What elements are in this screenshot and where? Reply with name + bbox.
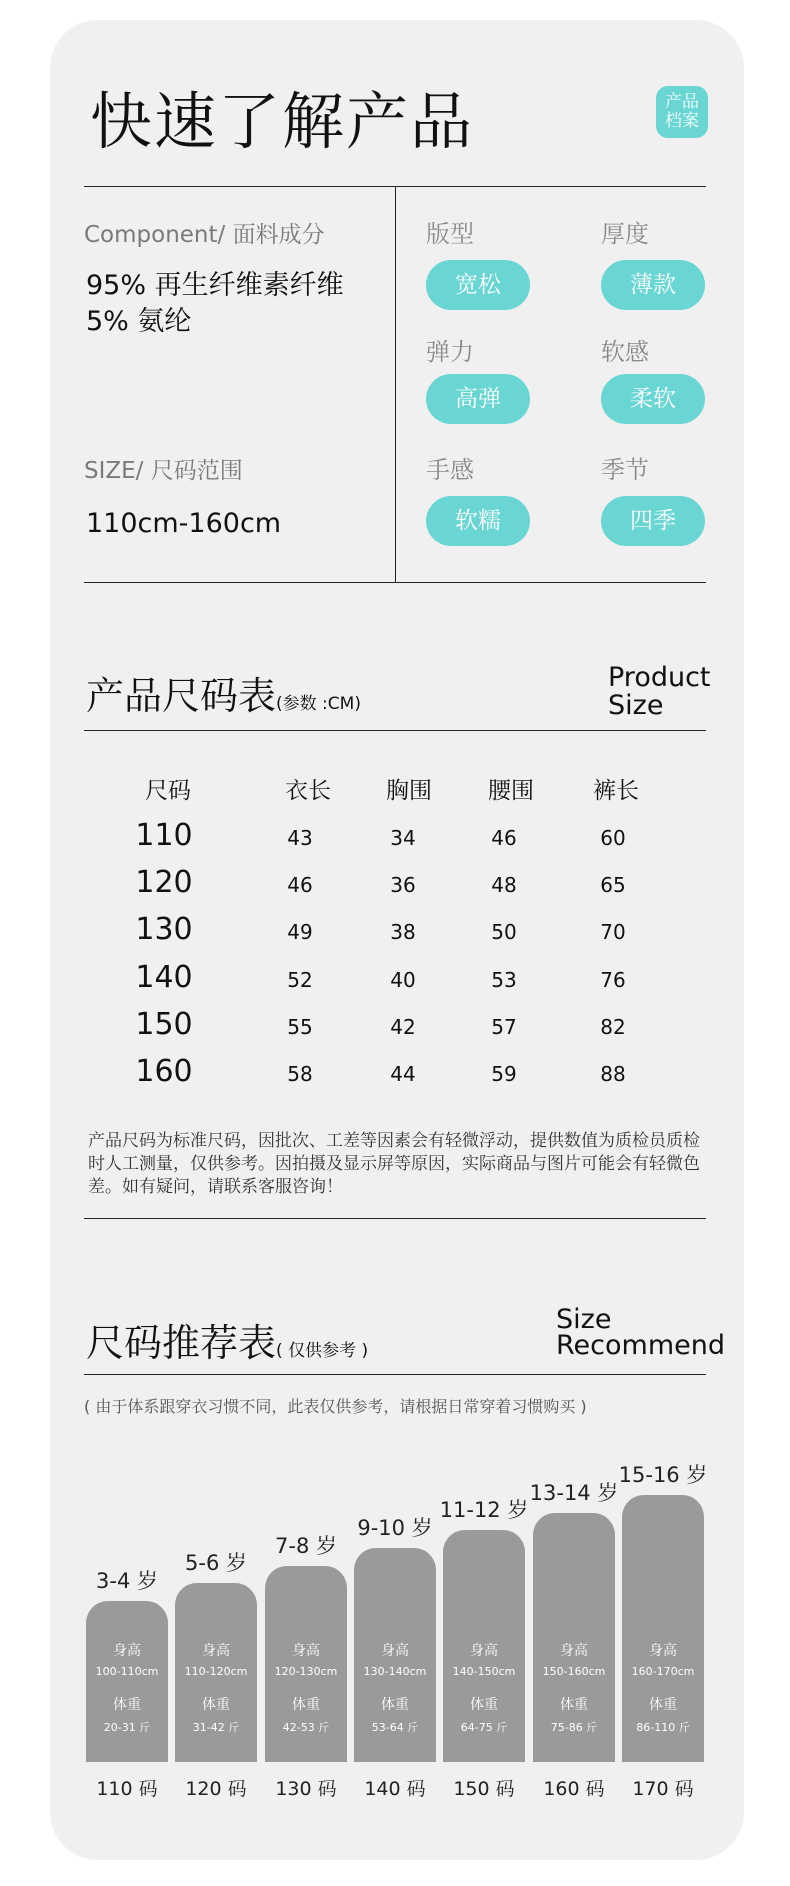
age-label: 9-10 岁 [357, 1516, 433, 1540]
divider [84, 730, 706, 731]
attr-pill-softness: 柔软 [601, 374, 705, 424]
recommend-bar [533, 1513, 615, 1762]
recommend-bar [175, 1583, 257, 1762]
cell: 70 [600, 920, 626, 944]
cell: 46 [491, 826, 517, 850]
weight-label: 体重 [202, 1697, 230, 1713]
weight-label: 体重 [560, 1697, 588, 1713]
size-range-value: 110cm-160cm [86, 508, 282, 539]
divider [395, 186, 396, 582]
col-header-pants-length: 裤长 [593, 778, 639, 804]
cell-size: 110 [135, 818, 193, 853]
recommend-title: 尺码推荐表 [86, 1321, 277, 1365]
height-range: 140-150cm [452, 1665, 516, 1678]
cell-size: 120 [135, 865, 193, 900]
attr-label-feel: 手感 [426, 456, 474, 484]
cell: 52 [287, 968, 313, 992]
cell: 40 [390, 968, 416, 992]
cell: 59 [491, 1062, 517, 1086]
height-label: 身高 [202, 1643, 230, 1659]
weight-range: 20-31 斤 [103, 1721, 151, 1734]
cell: 55 [287, 1015, 313, 1039]
height-range: 160-170cm [631, 1665, 695, 1678]
component-label: Component/ 面料成分 [84, 222, 325, 248]
cell: 38 [390, 920, 416, 944]
age-label: 11-12 岁 [439, 1498, 529, 1522]
col-header-chest: 胸围 [386, 778, 432, 804]
size-table-heading [86, 665, 361, 720]
height-range: 120-130cm [274, 1665, 338, 1678]
cell: 57 [491, 1015, 517, 1039]
cell: 42 [390, 1015, 416, 1039]
age-label: 7-8 岁 [275, 1534, 337, 1558]
cell: 53 [491, 968, 517, 992]
product-file-badge [656, 86, 708, 138]
size-table-unit: (参数 :CM) [276, 694, 361, 714]
cell: 65 [600, 873, 626, 897]
attr-label-softness: 软感 [601, 338, 649, 366]
weight-label: 体重 [292, 1697, 320, 1713]
cell: 58 [287, 1062, 313, 1086]
weight-label: 体重 [470, 1697, 498, 1713]
col-header-waist: 腰围 [488, 778, 534, 804]
height-label: 身高 [560, 1643, 588, 1659]
col-header-size: 尺码 [145, 778, 191, 804]
recommend-heading [86, 1312, 368, 1367]
size-table-title: 产品尺码表 [86, 674, 277, 718]
weight-label: 体重 [113, 1697, 141, 1713]
cell: 36 [390, 873, 416, 897]
attr-label-thickness: 厚度 [601, 220, 649, 248]
cell: 50 [491, 920, 517, 944]
height-range: 100-110cm [95, 1665, 159, 1678]
size-table-en-line1: Product [608, 662, 711, 693]
cell: 43 [287, 826, 313, 850]
height-label: 身高 [649, 1643, 677, 1659]
weight-range: 31-42 斤 [192, 1721, 240, 1734]
divider [84, 582, 706, 583]
size-code-label: 110 码 [96, 1778, 158, 1800]
weight-range: 53-64 斤 [371, 1721, 419, 1734]
recommend-en-line2: Recommend [556, 1330, 725, 1361]
cell: 88 [600, 1062, 626, 1086]
size-range-label: SIZE/ 尺码范围 [84, 458, 243, 484]
weight-label: 体重 [649, 1697, 677, 1713]
weight-range: 42-53 斤 [282, 1721, 330, 1734]
recommend-bar [443, 1530, 525, 1762]
age-label: 13-14 岁 [529, 1481, 619, 1505]
badge-line2: 档案 [665, 111, 699, 131]
recommend-bar [265, 1566, 347, 1762]
size-code-label: 120 码 [185, 1778, 247, 1800]
weight-range: 75-86 斤 [550, 1721, 598, 1734]
cell: 46 [287, 873, 313, 897]
attr-label-fit: 版型 [426, 220, 474, 248]
recommend-bar [622, 1495, 704, 1762]
height-label: 身高 [113, 1643, 141, 1659]
cell: 34 [390, 826, 416, 850]
attr-pill-season: 四季 [601, 496, 705, 546]
cell: 60 [600, 826, 626, 850]
cell: 82 [600, 1015, 626, 1039]
component-line1: 95% 再生纤维素纤维 [86, 270, 344, 301]
recommend-bar [86, 1601, 168, 1762]
weight-label: 体重 [381, 1697, 409, 1713]
cell-size: 150 [135, 1007, 193, 1042]
height-range: 150-160cm [542, 1665, 606, 1678]
size-code-label: 140 码 [364, 1778, 426, 1800]
height-label: 身高 [381, 1643, 409, 1659]
height-range: 130-140cm [363, 1665, 427, 1678]
cell: 49 [287, 920, 313, 944]
attr-pill-elasticity: 高弹 [426, 374, 530, 424]
weight-range: 86-110 斤 [636, 1721, 690, 1734]
weight-range: 64-75 斤 [460, 1721, 508, 1734]
badge-line1: 产品 [665, 92, 699, 112]
attr-pill-feel: 软糯 [426, 496, 530, 546]
age-label: 5-6 岁 [185, 1551, 247, 1575]
age-label: 15-16 岁 [618, 1463, 708, 1487]
size-table-note: 产品尺码为标准尺码，因批次、工差等因素会有轻微浮动，提供数值为质检员质检时人工测量，仅供参考。因拍摄及显示屏等原因，实际商品与图片可能会有轻微色差。如有疑问，请联系客服咨询！ [88, 1131, 700, 1197]
size-code-label: 130 码 [275, 1778, 337, 1800]
size-code-label: 150 码 [453, 1778, 515, 1800]
divider [84, 1218, 706, 1219]
cell: 44 [390, 1062, 416, 1086]
col-header-length: 衣长 [285, 778, 331, 804]
height-range: 110-120cm [184, 1665, 248, 1678]
page-title: 快速了解产品 [90, 85, 475, 158]
attr-pill-thickness: 薄款 [601, 260, 705, 310]
cell-size: 160 [135, 1054, 193, 1089]
height-label: 身高 [470, 1643, 498, 1659]
cell: 48 [491, 873, 517, 897]
attr-pill-fit: 宽松 [426, 260, 530, 310]
size-code-label: 160 码 [543, 1778, 605, 1800]
recommend-en-line1: Size [556, 1304, 612, 1335]
cell: 76 [600, 968, 626, 992]
age-label: 3-4 岁 [96, 1569, 158, 1593]
recommend-note: ( 由于体系跟穿衣习惯不同，此表仅供参考，请根据日常穿着习惯购买 ) [84, 1397, 587, 1416]
divider [84, 1374, 706, 1375]
recommend-bar [354, 1548, 436, 1762]
attr-label-season: 季节 [601, 456, 649, 484]
recommend-sub: ( 仅供参考 ) [276, 1341, 369, 1361]
height-label: 身高 [292, 1643, 320, 1659]
cell-size: 140 [135, 960, 193, 995]
size-code-label: 170 码 [632, 1778, 694, 1800]
size-table-en-line2: Size [608, 690, 664, 721]
cell-size: 130 [135, 912, 193, 947]
component-line2: 5% 氨纶 [86, 306, 192, 337]
attr-label-elasticity: 弹力 [426, 338, 474, 366]
